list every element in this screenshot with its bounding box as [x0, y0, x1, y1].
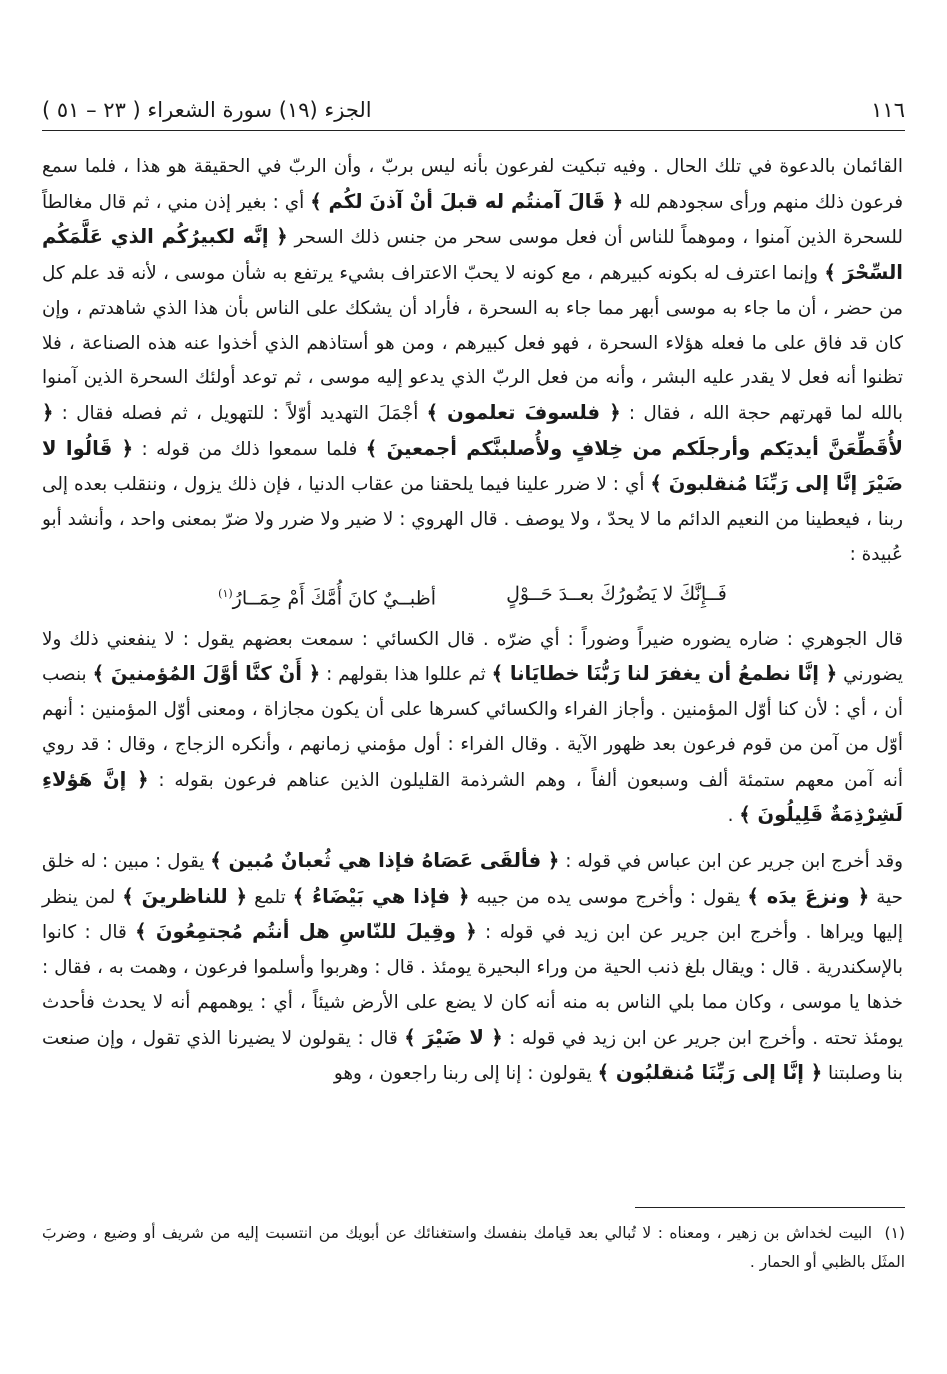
footnote-marker: (١) — [884, 1224, 905, 1242]
text-run: أي : لا ضرر علينا فيما يلحقنا من عقاب الدنيا ، فإن ذلك يزول ، وننقلب بعده إلى ربنا ، فيعطينا من النعيم الدائم ما لا يحدّ ، ولا يوصف . قال الهروي : لا ضير ولا ضرر ولا ضرّ بمعنى واحد ، وأنشد أبو عُبيدة : — [42, 474, 903, 565]
quran-verse: ﴿ فألقَى عَصَاهُ فإذا هي ثُعبانٌ مُبين ﴾ — [210, 848, 560, 872]
poem-hemistich-second: أظبــيٌ كانَ أُمَّكَ أَمْ حِمَــارُ$^{(١)}$ — [218, 587, 437, 610]
quran-verse: ﴿ قَالَ آمنتُم له قبلَ أنْ آذنَ لكُم ﴾ — [310, 189, 624, 213]
text-run: أجْمَلَ التهديد أوّلاً : للتهويل ، ثم فصله فقال : — [53, 402, 427, 424]
text-run: ثم عللوا هذا بقولهم : — [320, 664, 492, 686]
quran-verse: ﴿ للناظرينَ ﴾ — [122, 884, 248, 908]
text-run: لمن ينظر إليها ويراها . وأخرج ابن جرير عن ابن زيد في قوله : — [42, 886, 904, 944]
quran-verse: ﴿ إنَّا إلى رَبِّنَا مُنقلبُون ﴾ — [597, 1061, 823, 1085]
text-run: تلمع — [247, 886, 293, 908]
page-header — [42, 96, 905, 131]
footnote-reference: (١) — [218, 587, 233, 601]
quran-verse: ﴿ إنَّ هَؤلاءِ لَشِرْذِمَةٌ قَلِيلُونَ ﴾ — [42, 767, 903, 827]
text-run: أي : بغير إذن مني ، ثم قال مغالطاً للسحرة الذين آمنوا ، وموهماً للناس أن فعل موسى سحر من جنس ذلك السحر — [42, 191, 903, 249]
text-run: يقولون : إنا إلى ربنا راجعون ، وهو — [333, 1063, 598, 1085]
text-run: بنصب أن ، أي : لأن كنا أوّل المؤمنين . وأجاز الفراء والكسائي كسرها على أن يكون مجازاة ، ومعنى أوّل المؤمنين : أنهم أوّل من آمن من قوم فرعون بعد ظهور الآية . وقال الفراء : أول مؤمني زمانهم ، وأنكره الزجاج ، وقال : قد روي أنه آمن معهم ستمئة ألف وسبعون ألفاً ، وهم الشرذمة القليلون الذين عناهم فرعون بقوله : — [42, 664, 903, 791]
quran-verse: ﴿ ونزعَ يدَه ﴾ — [747, 884, 870, 908]
footnote-divider — [635, 1207, 905, 1208]
quran-verse: ﴿ قَالُوا لا ضَيْرَ إنَّا إلى رَبِّنَا مُنقلبونَ ﴾ — [42, 436, 903, 496]
quran-verse: ﴿ إنَّا نطمعُ أن يغفرَ لنا رَبُّنَا خطايَانا ﴾ — [491, 662, 838, 686]
quran-verse: ﴿ وقِيلَ للنّاسِ هل أنتُم مُجتمِعُونَ ﴾ — [135, 920, 477, 944]
quran-verse: ﴿ لأُقَطِّعَنَّ أيديَكم وأرجلَكم من خِلافٍ ولأُصلبنَّكم أجمعينَ ﴾ — [42, 400, 903, 460]
poem-verse — [42, 574, 903, 618]
quran-verse: ﴿ أَنْ كنَّا أوَّلَ المُؤمنينَ ﴾ — [92, 662, 321, 686]
text-run: قال : كانوا بالإسكندرية . قال : ويقال بلغ ذنب الحية من وراء البحيرة يومئذ . قال : وهربوا وأسلموا فرعون ، وهمت به ، فقال : خذها يا موسى ، وكان مما بلي الناس به منه أنه كان لا يضع على الأرض شيئاً ، أي : يوهمهم أنه لا يحدث فأحدث يومئذ تحته . وأخرج ابن جرير عن ابن زيد في قوله : — [42, 922, 903, 1049]
main-text — [42, 150, 903, 1092]
text-run: . — [727, 805, 740, 827]
text-run: وإنما اعترف له بكونه كبيرهم ، مع كونه لا يحبّ الاعتراف بشيء يرتفع به شأن موسى ، لأنه قد علم كل من حضر ، أن ما جاء به موسى أبهر مما جاء به السحرة ، فأراد أن يشكك على الناس بأن هذا الذي شاهدتم ، وإن كان قد فاق على ما فعله هؤلاء السحرة ، فهو فعل كبيرهم ، ومن هو أستاذهم الذي أخذوا عنه هذه الصناعة ، فلا تظنوا أنه فعل لا يقدر عليه البشر ، وأنه من فعل الربّ الذي يدعو إليه موسى ، ثم توعد أولئك السحرة الذين آمنوا بالله لما قهرتهم حجة الله ، فقال : — [42, 263, 903, 424]
text-run: يقول : مبين : له خلق حية — [42, 850, 903, 908]
paragraph — [42, 623, 903, 834]
paragraph — [42, 844, 903, 1092]
footnote-text: البيت لخداش بن زهير ، ومعناه : لا تُبالي بعد قيامك بنفسك واستغنائك عن أبويك من انتسبت إليه من شريف أو وضيع ، وضربَ المثَل بالظبي أو الحمار . — [42, 1224, 905, 1271]
page-number: ١١٦ — [871, 98, 905, 122]
text-run: القائمان بالدعوة في تلك الحال . وفيه تبكيت لفرعون بأنه ليس بربّ ، وأن الربّ في الحقيقة هو هذا ، فلما سمع فرعون ذلك منهم ورأى سجودهم لله — [42, 156, 903, 213]
poem-hemistich-first: فَــإِنَّكَ لا يَضُورُكَ بعــدَ حَــوْلٍ — [506, 583, 727, 606]
text-run: وقد أخرج ابن جرير عن ابن عباس في قوله : — [559, 850, 903, 872]
text-run: فلما سمعوا ذلك من قوله : — [133, 438, 366, 460]
quran-verse: ﴿ لا ضَيْرَ ﴾ — [404, 1025, 503, 1049]
quran-verse: ﴿ إنَّه لكبيرُكُم الذي عَلَّمَكُم السِّحْرَ ﴾ — [42, 225, 903, 285]
text-run: قال الجوهري : ضاره يضوره ضيراً وضوراً : أي ضرّه . قال الكسائي : سمعت بعضهم يقول : لا ينفعني ذلك ولا يضورني — [42, 628, 903, 686]
running-title: الجزء (١٩) سورة الشعراء ( ٢٣ – ٥١ ) — [42, 98, 372, 122]
quran-verse: ﴿ فلسوفَ تعلمون ﴾ — [426, 400, 621, 424]
text-run: قال : يقولون لا يضيرنا الذي تقول ، وإن صنعت بنا وصلبتنا — [42, 1027, 903, 1085]
footnote — [42, 1219, 905, 1277]
text-run: يقول : وأخرج موسى يده من جيبه — [469, 886, 748, 908]
quran-verse: ﴿ فإذا هي بَيْضَاءُ ﴾ — [292, 884, 470, 908]
paragraph — [42, 150, 903, 572]
